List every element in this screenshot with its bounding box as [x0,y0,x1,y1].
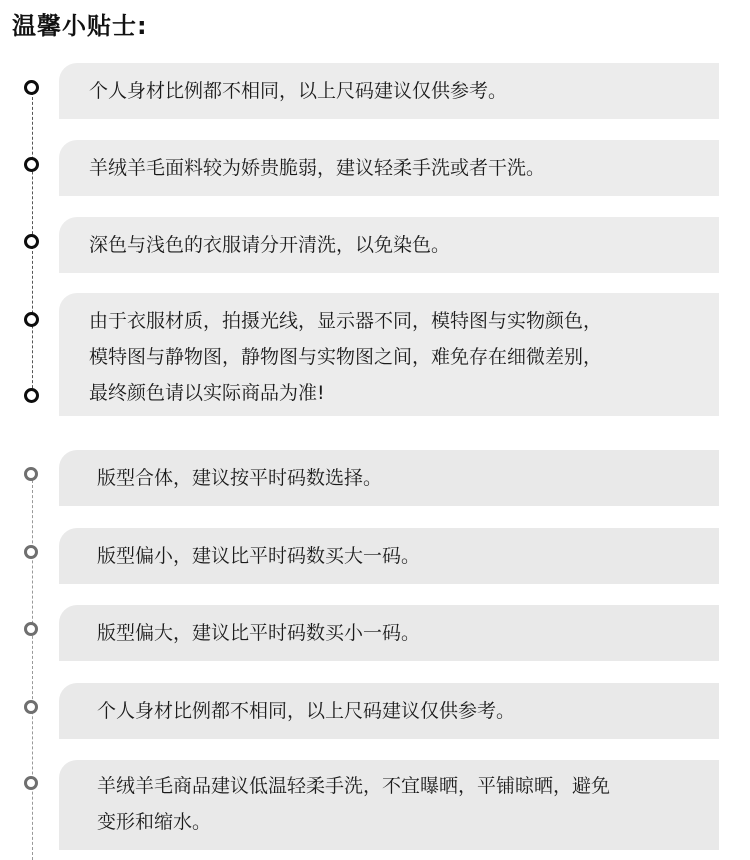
timeline-dot-icon [24,467,38,481]
timeline-dot-icon [24,234,39,249]
timeline-dot-icon [24,80,39,95]
tip-card [59,450,719,506]
tip-text: 版型偏小，建议比平时码数买大一码。 [97,545,421,567]
tip-text-line: 变形和缩水。 [97,811,212,833]
tip-text: 个人身材比例都不相同，以上尺码建议仅供参考。 [97,700,516,722]
tip-text: 深色与浅色的衣服请分开清洗，以免染色。 [89,234,451,256]
tip-text: 羊绒羊毛面料较为娇贵脆弱，建议轻柔手洗或者干洗。 [89,157,546,179]
tip-card [59,217,719,273]
timeline-line-lower [32,480,33,860]
timeline-dot-icon [24,157,39,172]
tip-text: 版型偏大，建议比平时码数买小一码。 [97,622,421,644]
tip-text: 个人身材比例都不相同，以上尺码建议仅供参考。 [89,80,508,102]
page-title: 温馨小贴士: [12,12,148,40]
tip-text-line: 由于衣服材质，拍摄光线，显示器不同，模特图与实物颜色， [89,310,603,332]
tip-card [59,293,719,416]
timeline-dot-icon [24,312,39,327]
tip-card [59,605,719,661]
timeline-dot-icon [24,388,39,403]
timeline-dot-icon [24,545,38,559]
tip-text-line: 模特图与静物图，静物图与实物图之间，难免存在细微差别， [89,346,603,368]
tip-text-line: 最终颜色请以实际商品为准! [89,382,325,404]
timeline-dot-icon [24,622,38,636]
timeline-dot-icon [24,776,38,790]
tip-card [59,140,719,196]
tip-card [59,760,719,850]
timeline-dot-icon [24,700,38,714]
tip-card [59,683,719,739]
tip-card [59,63,719,119]
tip-text-line: 羊绒羊毛商品建议低温轻柔手洗，不宜曝晒，平铺晾晒，避免 [97,775,611,797]
tip-text: 版型合体，建议按平时码数选择。 [97,467,383,489]
tip-card [59,528,719,584]
